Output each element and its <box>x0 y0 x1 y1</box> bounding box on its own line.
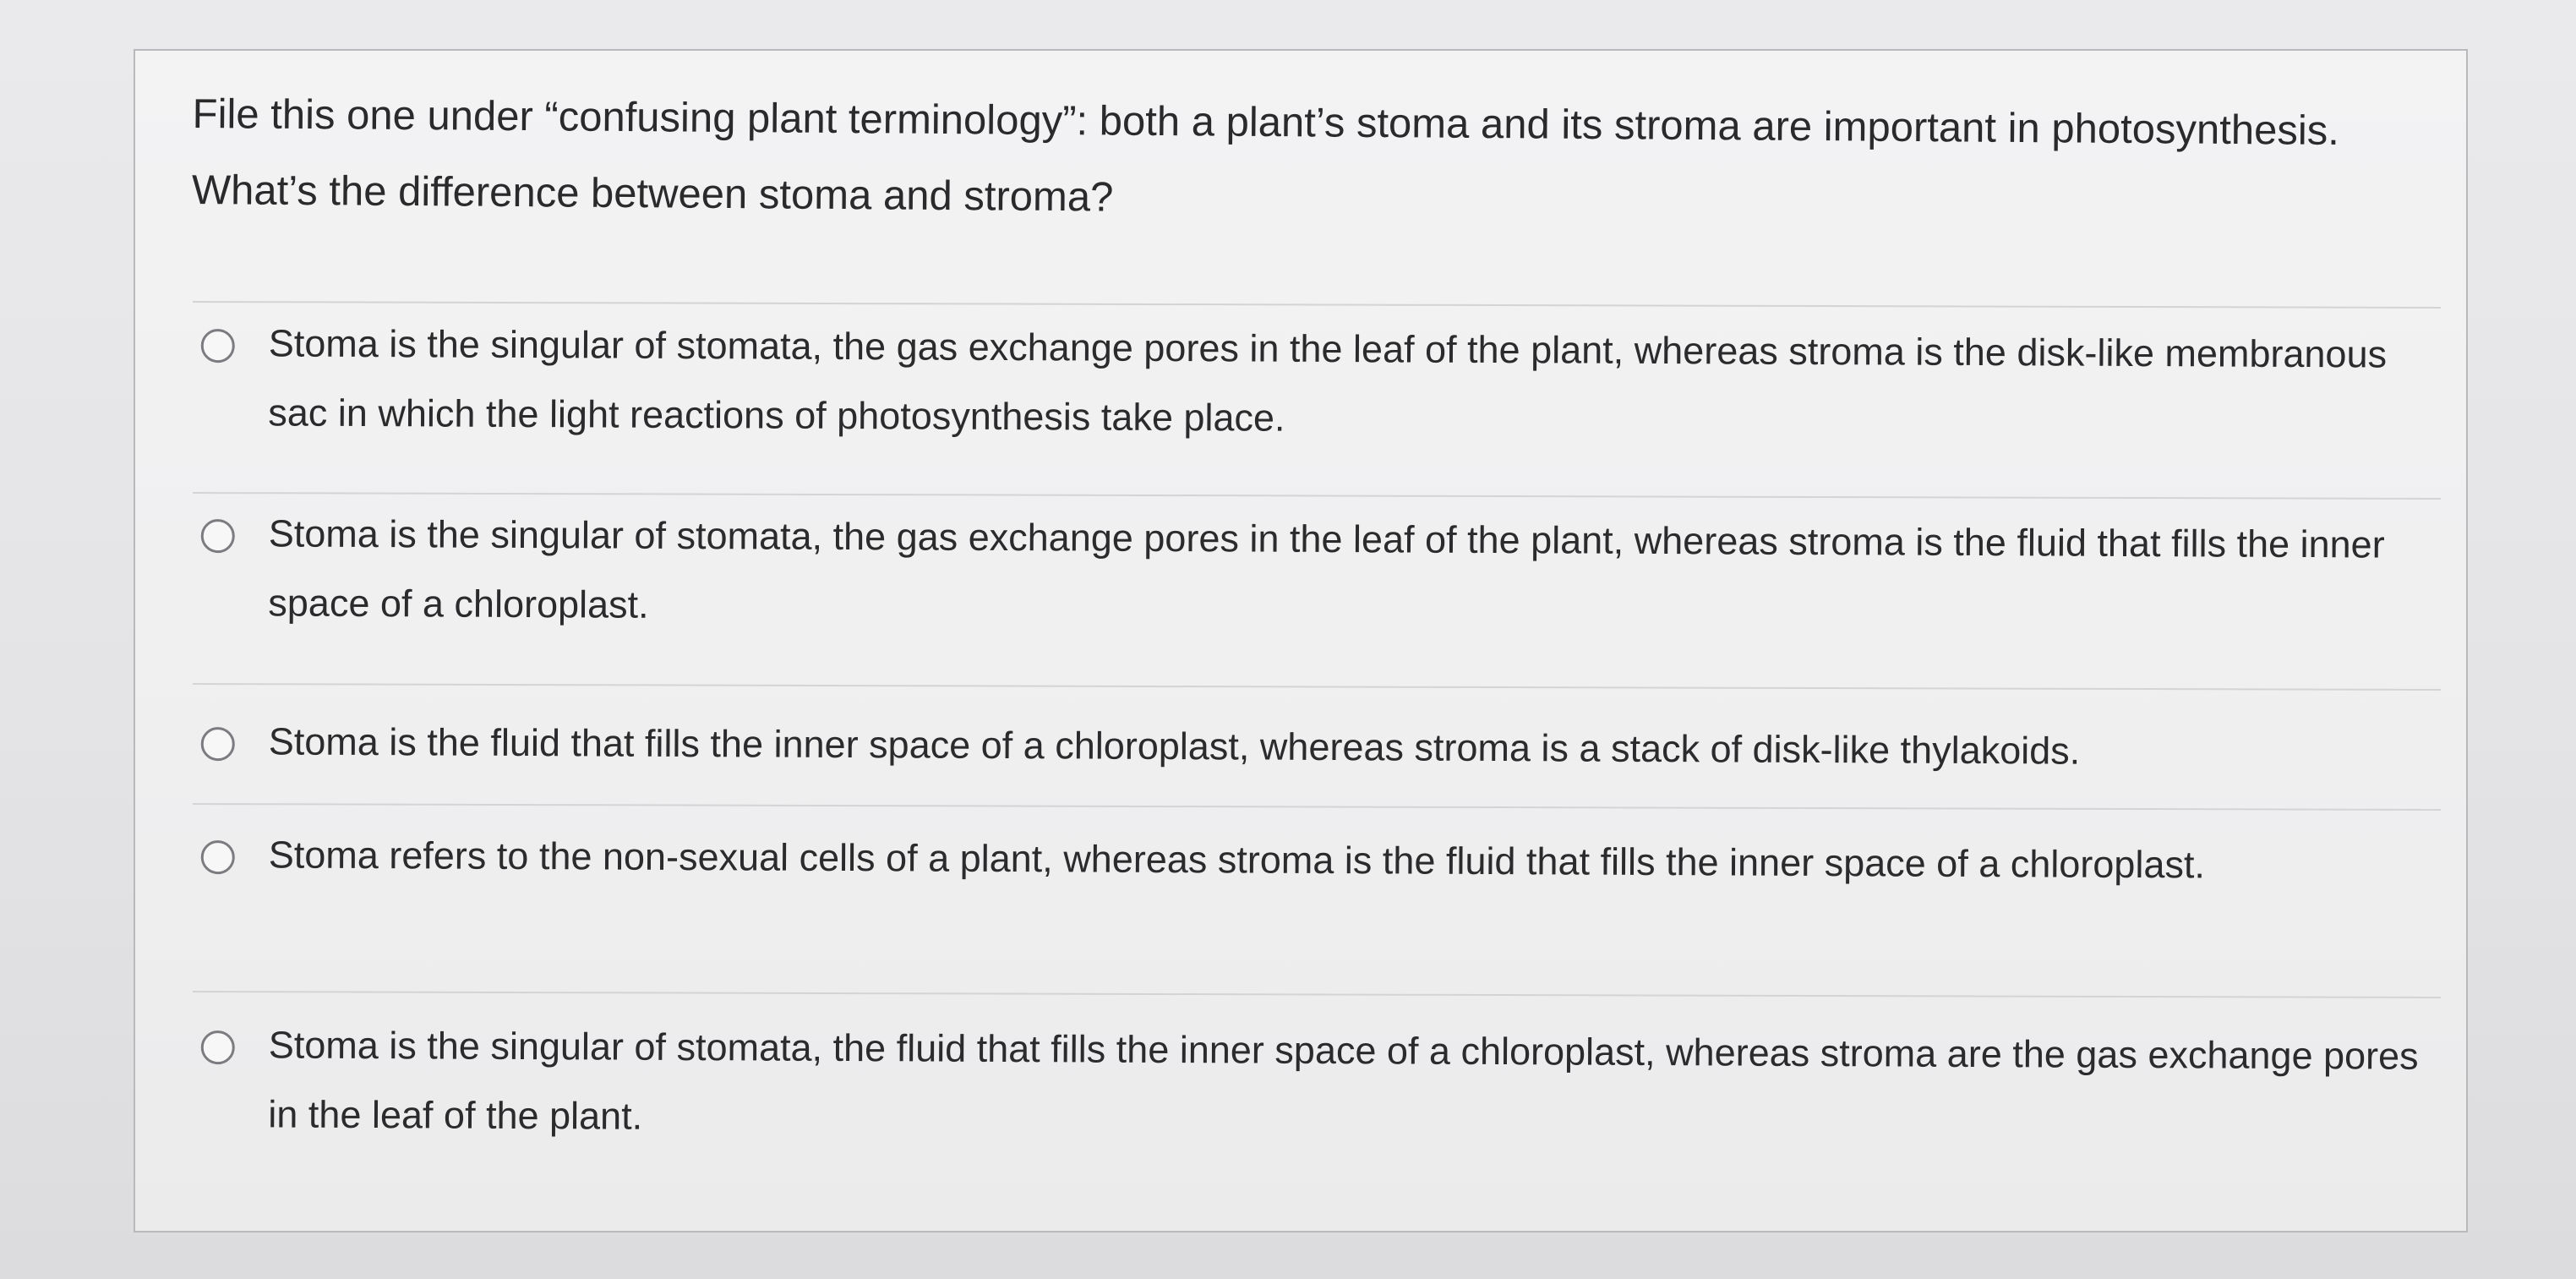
answer-option-5[interactable] <box>200 1010 2441 1161</box>
question-card <box>134 49 2468 1233</box>
divider <box>193 301 2441 309</box>
answer-option-label: Stoma is the fluid that fills the inner space of a chloroplast, whereas stroma is a stack of disk-like thylakoids. <box>268 719 2081 773</box>
radio-button-icon[interactable] <box>201 1030 235 1064</box>
answer-option-4[interactable] <box>201 820 2441 901</box>
divider <box>193 492 2441 500</box>
radio-button-icon[interactable] <box>201 329 235 363</box>
answer-option-3[interactable] <box>201 707 2441 788</box>
answer-option-1[interactable] <box>200 309 2441 459</box>
answer-option-label: Stoma is the singular of stomata, the gas exchange pores in the leaf of the plant, whereas stroma is the disk-like membranous sac in which the light reactions of photosynthesis take place. <box>268 321 2388 440</box>
answer-option-label: Stoma is the singular of stomata, the gas exchange pores in the leaf of the plant, whereas stroma is the fluid that fills the inner space of a chloroplast. <box>268 511 2385 626</box>
divider <box>193 803 2441 811</box>
radio-button-icon[interactable] <box>201 727 235 761</box>
radio-button-icon[interactable] <box>201 840 235 874</box>
divider <box>193 683 2441 691</box>
answer-option-2[interactable] <box>200 499 2441 649</box>
divider <box>193 991 2441 998</box>
answer-option-label: Stoma is the singular of stomata, the fluid that fills the inner space of a chloroplast, whereas stroma are the gas exchange pores in the leaf of the plant. <box>268 1023 2419 1138</box>
answer-option-label: Stoma refers to the non-sexual cells of a plant, whereas stroma is the fluid that fills the inner space of a chloroplast. <box>268 833 2206 887</box>
question-text: File this one under “confusing plant terminology”: both a plant’s stoma and its stroma are important in photosynthesis. What’s the difference between stoma and stroma? <box>191 90 2340 221</box>
radio-button-icon[interactable] <box>201 519 235 553</box>
